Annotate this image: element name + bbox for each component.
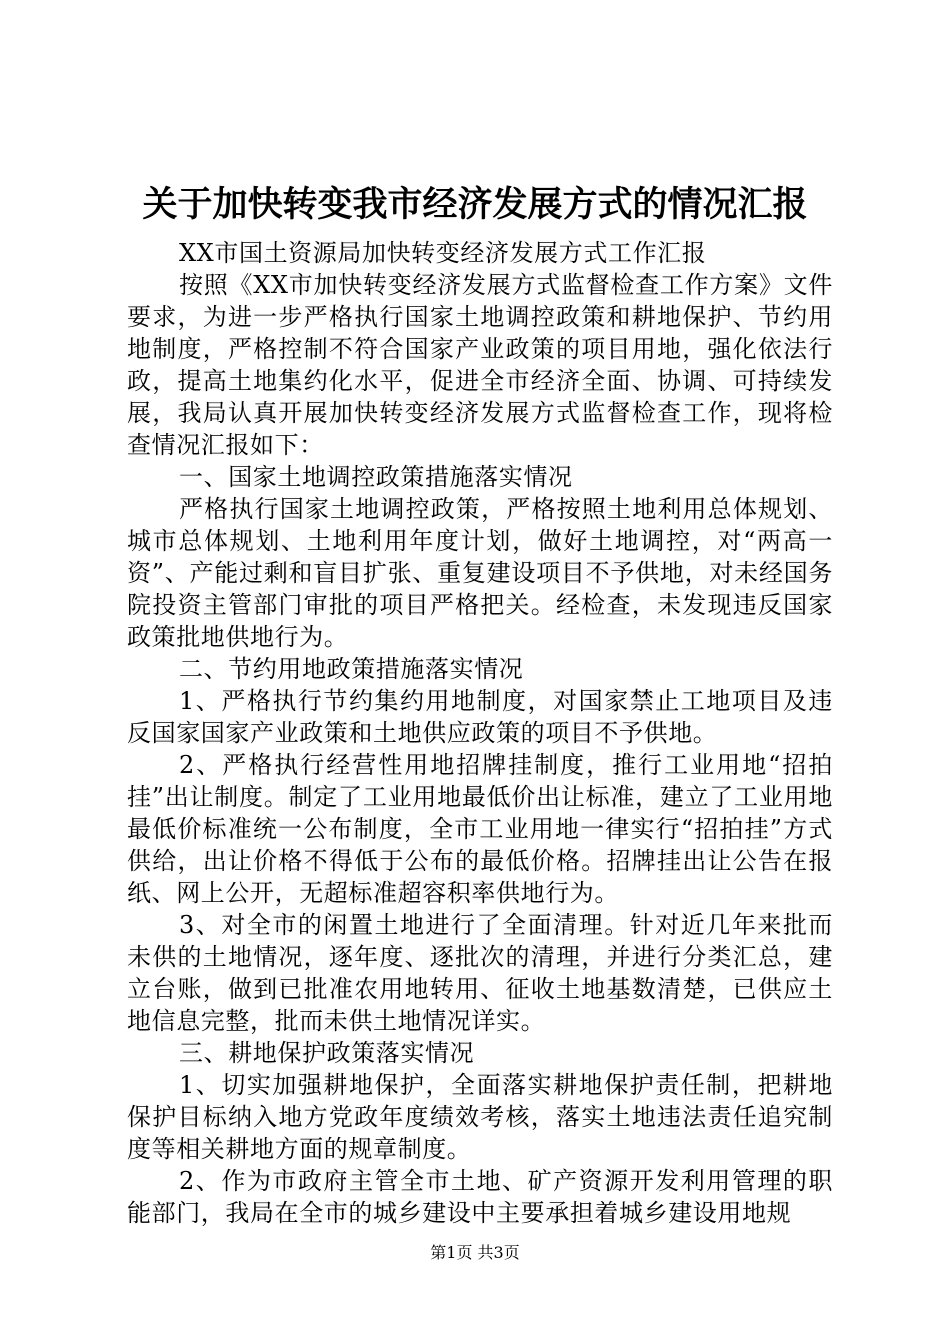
section-heading-1: 一、国家土地调控政策措施落实情况 — [179, 463, 573, 491]
section-heading-2: 二、节约用地政策措施落实情况 — [179, 655, 524, 683]
document-title: 关于加快转变我市经济发展方式的情况汇报 — [142, 184, 808, 225]
section-heading-3: 三、耕地保护政策落实情况 — [179, 1039, 475, 1067]
paragraph: 1、切实加强耕地保护，全面落实耕地保护责任制，把耕地保护目标纳入地方党政年度绩效考核，落实土地违法责任追究制度等相关耕地方面的规章制度。 — [127, 1071, 833, 1163]
paragraph: 2、作为市政府主管全市土地、矿产资源开发利用管理的职能部门，我局在全市的城乡建设中主要承担着城乡建设用地规 — [127, 1167, 833, 1227]
paragraph: 严格执行国家土地调控政策，严格按照土地利用总体规划、城市总体规划、土地利用年度计划，做好土地调控，对“两高一资”、产能过剩和盲目扩张、重复建设项目不予供地，对未经国务院投资主管部门审批的项目严格把关。经检查，未发现违反国家政策批地供地行为。 — [127, 495, 833, 651]
page-number-footer: 第1页 共3页 — [430, 1243, 520, 1262]
paragraph: 1、严格执行节约集约用地制度，对国家禁止工地项目及违反国家国家产业政策和土地供应政策的项目不予供地。 — [127, 687, 833, 747]
paragraph: 2、严格执行经营性用地招牌挂制度，推行工业用地“招拍挂”出让制度。制定了工业用地最低价出让标准，建立了工业用地最低价标准统一公布制度，全市工业用地一律实行“招拍挂”方式供给，出让价格不得低于公布的最低价格。招牌挂出让公告在报纸、网上公开，无超标准超容积率供地行为。 — [127, 751, 833, 907]
paragraph: 3、对全市的闲置土地进行了全面清理。针对近几年来批而未供的土地情况，逐年度、逐批次的清理，并进行分类汇总，建立台账，做到已批准农用地转用、征收土地基数清楚，已供应土地信息完整，批而未供土地情况详实。 — [127, 911, 833, 1035]
paragraph-subtitle: XX市国土资源局加快转变经济发展方式工作汇报 — [179, 239, 707, 267]
paragraph-intro: 按照《XX市加快转变经济发展方式监督检查工作方案》文件要求，为进一步严格执行国家土地调控政策和耕地保护、节约用地制度，严格控制不符合国家产业政策的项目用地，强化依法行政，提高土地集约化水平，促进全市经济全面、协调、可持续发展，我局认真开展加快转变经济发展方式监督检查工作，现将检查情况汇报如下： — [127, 271, 833, 459]
document-body — [127, 237, 833, 1229]
